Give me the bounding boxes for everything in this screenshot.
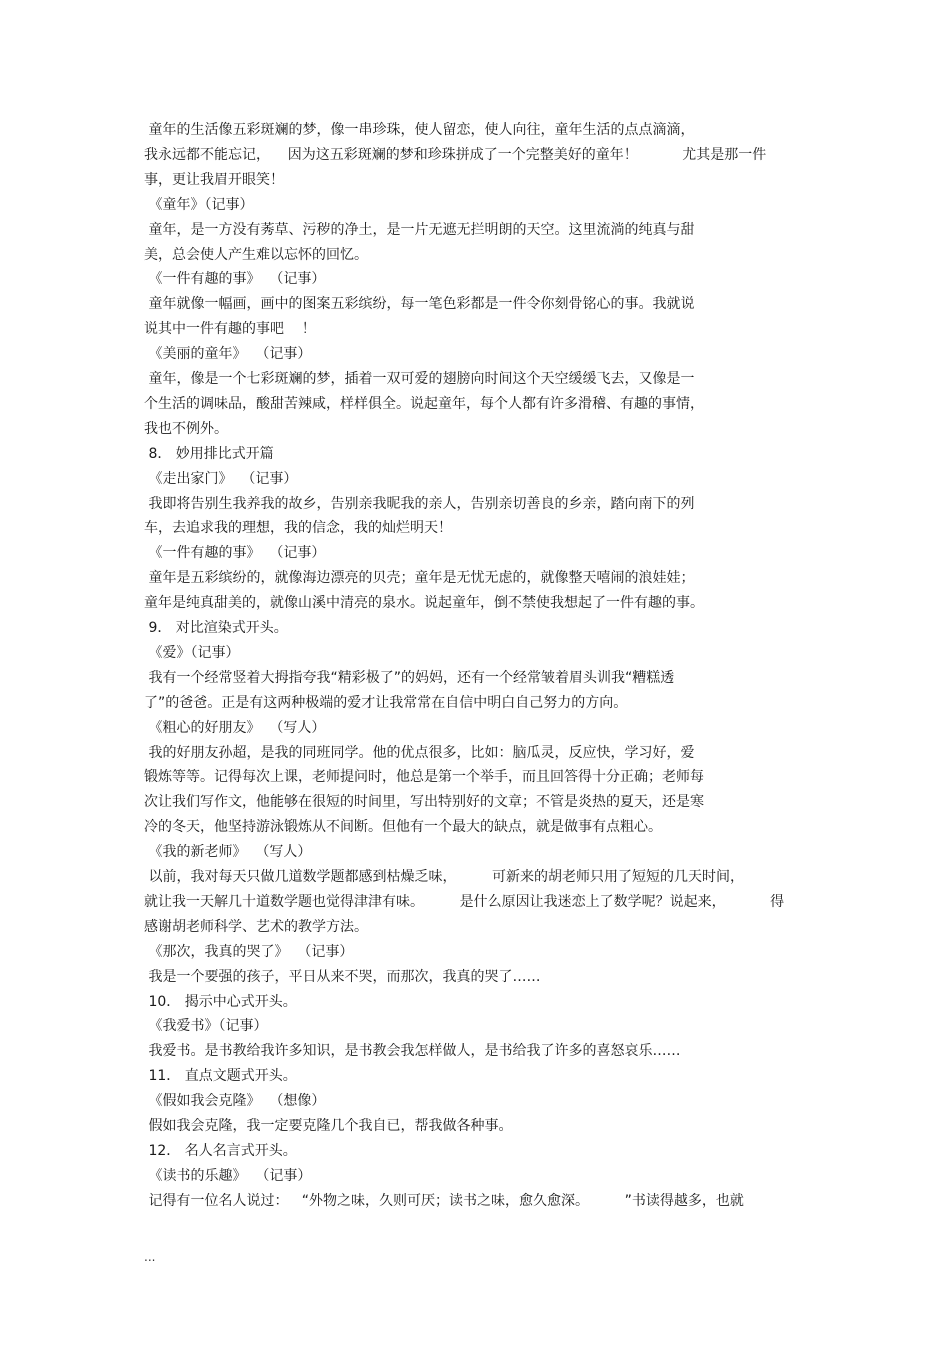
text-line: 我永远都不能忘记， 因为这五彩斑斓的梦和珍珠拼成了一个完整美好的童年！ 尤其是那一件	[144, 146, 767, 163]
text-line: 12． 名人名言式开头。	[144, 1142, 297, 1159]
text-line: 我有一个经常竖着大拇指夸我“精彩极了”的妈妈，还有一个经常皱着眉头训我“糟糕透	[144, 669, 675, 686]
text-line: 《我爱书》（记事）	[144, 1018, 268, 1035]
text-line: 《粗心的好朋友》 （写人）	[144, 719, 326, 736]
text-line: 感谢胡老师科学、艺术的教学方法。	[144, 918, 368, 935]
text-line: 《假如我会克隆》 （想像）	[144, 1093, 326, 1110]
text-line: 以前，我对每天只做几道数学题都感到枯燥乏味， 可新来的胡老师只用了短短的几天时间，	[144, 869, 745, 885]
text-line: 《一件有趣的事》 （记事）	[144, 271, 326, 288]
text-line: 《童年》（记事）	[144, 196, 254, 213]
text-line: 11． 直点文题式开头。	[144, 1068, 297, 1085]
text-line: 童年是纯真甜美的，就像山溪中清亮的泉水。说起童年，倒不禁使我想起了一件有趣的事。	[144, 595, 704, 612]
text-line: 《我的新老师》 （写人）	[144, 844, 312, 861]
text-line: 《那次，我真的哭了》 （记事）	[144, 943, 354, 960]
text-line: 说其中一件有趣的事吧 ！	[144, 321, 316, 338]
text-line: 童年就像一幅画，画中的图案五彩缤纷，每一笔色彩都是一件令你刻骨铭心的事。我就说	[144, 296, 695, 313]
text-line: 车，去追求我的理想，我的信念，我的灿烂明天！	[144, 520, 452, 537]
text-line: 锻炼等等。记得每次上课，老师提问时，他总是第一个举手，而且回答得十分正确；老师每	[144, 769, 704, 786]
text-line: 我也不例外。	[144, 420, 228, 437]
text-line: 我爱书。是书教给我许多知识，是书教会我怎样做人，是书给我了许多的喜怒哀乐……	[144, 1043, 681, 1060]
text-line: 《一件有趣的事》 （记事）	[144, 545, 326, 562]
page-footer-ellipsis: ...	[144, 1250, 156, 1264]
text-line: 次让我们写作文，他能够在很短的时间里，写出特别好的文章；不管是炎热的夏天，还是寒	[144, 794, 704, 811]
text-line: 事，更让我眉开眼笑！	[144, 171, 284, 188]
text-line: 《走出家门》 （记事）	[144, 470, 298, 487]
text-line: 我的好朋友孙超，是我的同班同学。他的优点很多，比如：脑瓜灵，反应快，学习好，爱	[144, 744, 695, 761]
text-line: 童年，像是一个七彩斑斓的梦，插着一双可爱的翅膀向时间这个天空缓缓飞去，又像是一	[144, 371, 695, 387]
text-line: 童年，是一方没有莠草、污秽的净土，是一片无遮无拦明朗的天空。这里流淌的纯真与甜	[144, 221, 695, 238]
text-line: 个生活的调味品，酸甜苦辣咸，样样俱全。说起童年，每个人都有许多滑稽、有趣的事情，	[144, 395, 704, 412]
text-line: 了”的爸爸。正是有这两种极端的爱才让我常常在自信中明白自己努力的方向。	[144, 694, 628, 711]
text-line: 8． 妙用排比式开篇	[144, 445, 274, 462]
text-line: 9． 对比渲染式开头。	[144, 620, 288, 636]
text-line: 记得有一位名人说过： “外物之味，久则可厌；读书之味，愈久愈深。 ”书读得越多，也就	[144, 1192, 744, 1209]
text-line: 《读书的乐趣》 （记事）	[144, 1167, 312, 1184]
text-line: 美，总会使人产生难以忘怀的回忆。	[144, 246, 368, 263]
text-line: 我即将告别生我养我的故乡，告别亲我昵我的亲人，告别亲切善良的乡亲，踏向南下的列	[144, 495, 695, 512]
text-line: 假如我会克隆，我一定要克隆几个我自已，帮我做各种事。	[144, 1118, 513, 1134]
text-line: 《美丽的童年》 （记事）	[144, 346, 312, 363]
text-line: 童年是五彩缤纷的，就像海边漂亮的贝壳；童年是无忧无虑的，就像整天嘻闹的浪娃娃；	[144, 570, 695, 587]
text-line: 10． 揭示中心式开头。	[144, 993, 297, 1010]
text-line: 我是一个要强的孩子，平日从来不哭，而那次，我真的哭了……	[144, 968, 541, 985]
text-line: 就让我一天解几十道数学题也觉得津津有味。 是什么原因让我迷恋上了数学呢？说起来， 得	[144, 893, 785, 910]
text-line: 童年的生活像五彩斑斓的梦，像一串珍珠，使人留恋，使人向往，童年生活的点点滴滴，	[144, 122, 695, 138]
text-line: 冷的冬天，他坚持游泳锻炼从不间断。但他有一个最大的缺点，就是做事有点粗心。	[144, 819, 662, 836]
text-line: 《爱》（记事）	[144, 644, 240, 661]
